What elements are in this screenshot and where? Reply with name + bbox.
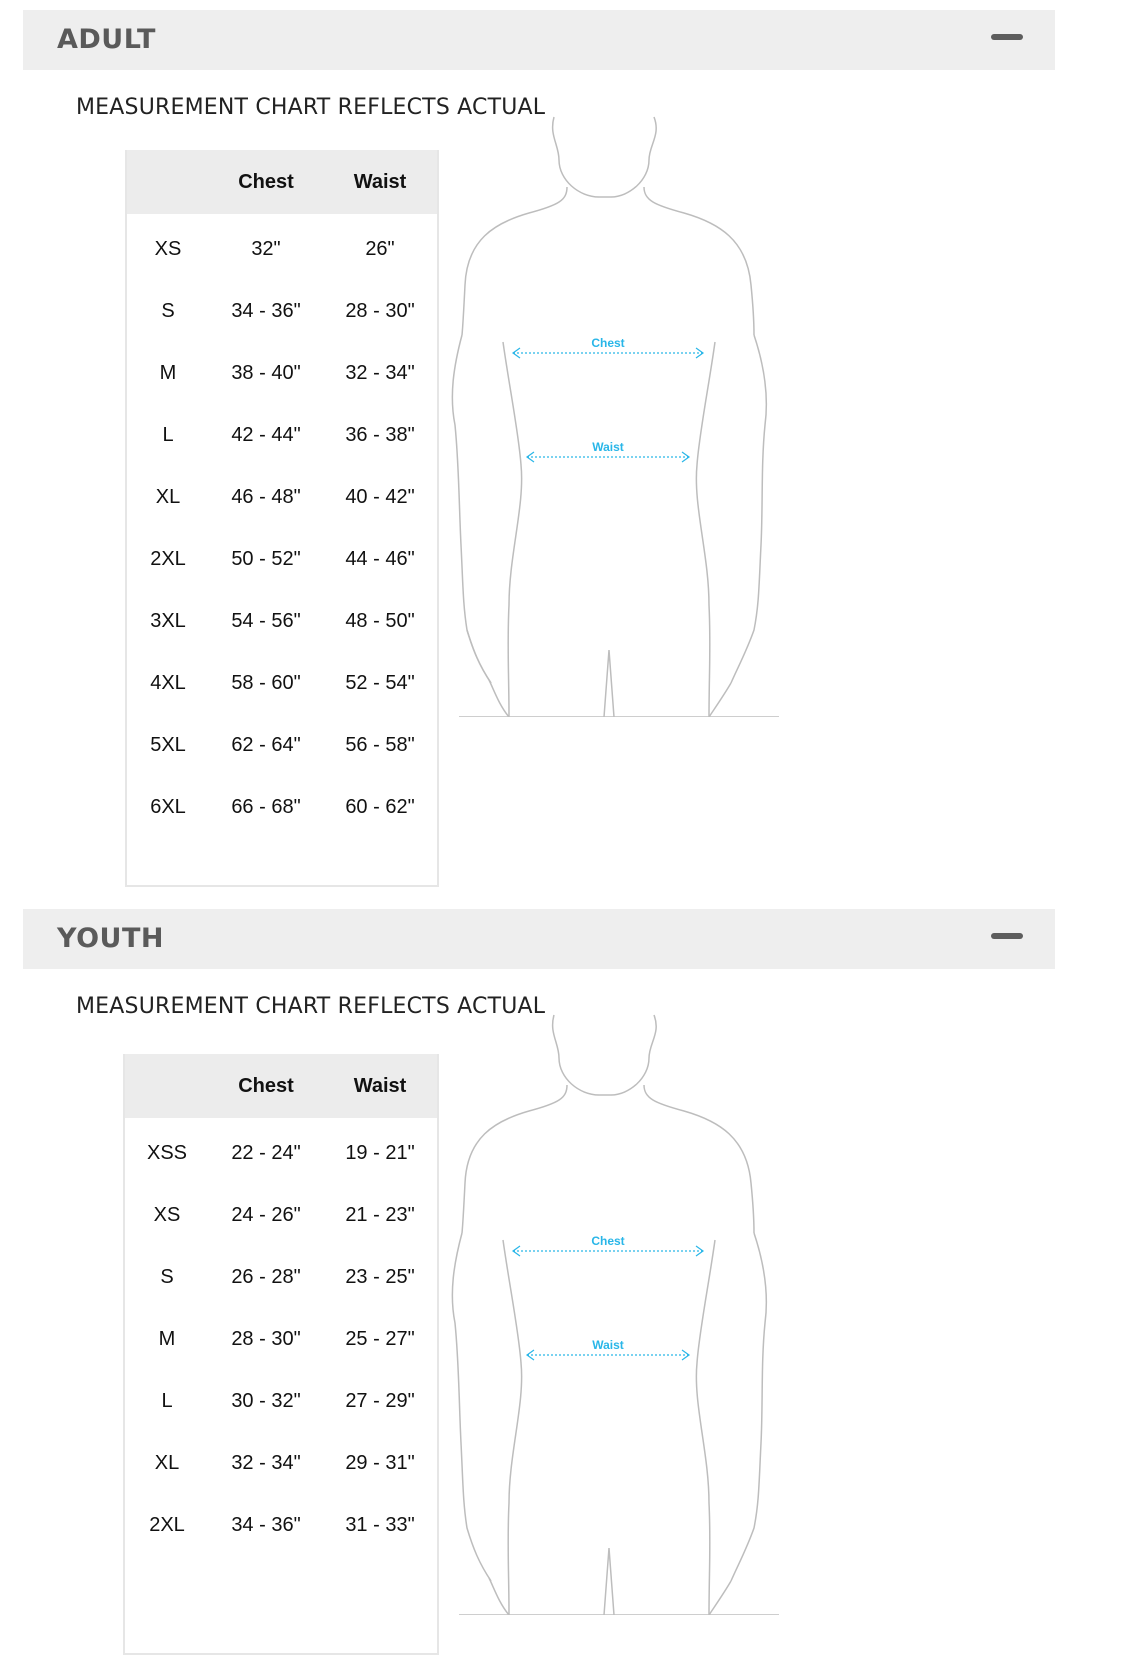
size-cell: S bbox=[161, 300, 175, 322]
chest-cell: 24 - 26" bbox=[231, 1204, 301, 1226]
waist-cell: 52 - 54" bbox=[345, 672, 415, 694]
size-cell: XS bbox=[154, 238, 182, 260]
size-cell: XSS bbox=[146, 1142, 188, 1164]
youth-collapse-button[interactable] bbox=[987, 921, 1027, 951]
chest-cell: 42 - 44" bbox=[231, 424, 301, 446]
table-row bbox=[127, 712, 437, 778]
waist-cell: 29 - 31" bbox=[345, 1452, 415, 1474]
waist-cell: 19 - 21" bbox=[345, 1142, 415, 1164]
chest-cell: 22 - 24" bbox=[231, 1142, 301, 1164]
waist-cell: 32 - 34" bbox=[345, 362, 415, 384]
table-row bbox=[125, 1120, 437, 1186]
chest-cell: 34 - 36" bbox=[231, 300, 301, 322]
waist-cell: 40 - 42" bbox=[345, 486, 415, 508]
size-cell: M bbox=[158, 1328, 176, 1350]
chest-cell: 32 - 34" bbox=[231, 1452, 301, 1474]
table-row bbox=[127, 216, 437, 282]
waist-cell: 31 - 33" bbox=[345, 1514, 415, 1536]
size-cell: XS bbox=[153, 1204, 181, 1226]
table-row bbox=[125, 1430, 437, 1496]
size-cell: 4XL bbox=[150, 672, 186, 694]
adult-waist-measure-label: Waist bbox=[592, 440, 624, 454]
table-row bbox=[127, 402, 437, 468]
size-cell: L bbox=[161, 1390, 173, 1412]
adult-size-table bbox=[125, 150, 439, 887]
size-cell: 2XL bbox=[150, 548, 186, 570]
header-chest: Chest bbox=[238, 1075, 294, 1097]
table-row bbox=[125, 1492, 437, 1558]
table-row bbox=[125, 1244, 437, 1310]
table-row bbox=[127, 774, 437, 840]
header-chest: Chest bbox=[238, 171, 294, 193]
youth-chest-measure-label: Chest bbox=[591, 1234, 625, 1248]
youth-section-header[interactable] bbox=[23, 909, 1055, 969]
chest-cell: 38 - 40" bbox=[231, 362, 301, 384]
minus-icon bbox=[991, 933, 1023, 939]
size-cell: 3XL bbox=[150, 610, 186, 632]
adult-chest-measure-label: Chest bbox=[591, 336, 625, 350]
table-row bbox=[125, 1306, 437, 1372]
table-row bbox=[127, 340, 437, 406]
adult-section-title: ADULT bbox=[57, 24, 156, 55]
youth-subtitle: MEASUREMENT CHART REFLECTS ACTUAL bbox=[76, 994, 546, 1019]
table-row bbox=[125, 1182, 437, 1248]
size-cell: XL bbox=[154, 1452, 180, 1474]
header-waist: Waist bbox=[353, 171, 407, 193]
adult-subtitle: MEASUREMENT CHART REFLECTS ACTUAL bbox=[76, 95, 546, 120]
chest-cell: 46 - 48" bbox=[231, 486, 301, 508]
size-cell: 2XL bbox=[149, 1514, 185, 1536]
size-cell: M bbox=[159, 362, 177, 384]
table-row bbox=[127, 588, 437, 654]
chest-cell: 66 - 68" bbox=[231, 796, 301, 818]
table-row bbox=[127, 526, 437, 592]
chest-cell: 26 - 28" bbox=[231, 1266, 301, 1288]
adult-section-header[interactable] bbox=[23, 10, 1055, 70]
minus-icon bbox=[991, 34, 1023, 40]
chest-cell: 58 - 60" bbox=[231, 672, 301, 694]
table-row bbox=[125, 1368, 437, 1434]
waist-cell: 27 - 29" bbox=[345, 1390, 415, 1412]
chest-cell: 62 - 64" bbox=[231, 734, 301, 756]
waist-cell: 60 - 62" bbox=[345, 796, 415, 818]
size-cell: XL bbox=[155, 486, 181, 508]
table-row bbox=[127, 464, 437, 530]
youth-body-figure bbox=[449, 1003, 789, 1615]
size-cell: L bbox=[162, 424, 174, 446]
chest-cell: 50 - 52" bbox=[231, 548, 301, 570]
chest-cell: 28 - 30" bbox=[231, 1328, 301, 1350]
waist-cell: 36 - 38" bbox=[345, 424, 415, 446]
chest-cell: 54 - 56" bbox=[231, 610, 301, 632]
waist-cell: 23 - 25" bbox=[345, 1266, 415, 1288]
waist-cell: 25 - 27" bbox=[345, 1328, 415, 1350]
waist-cell: 28 - 30" bbox=[345, 300, 415, 322]
adult-body-figure bbox=[449, 105, 789, 717]
waist-cell: 26" bbox=[365, 238, 395, 260]
chest-cell: 34 - 36" bbox=[231, 1514, 301, 1536]
youth-size-table bbox=[123, 1054, 439, 1655]
waist-cell: 21 - 23" bbox=[345, 1204, 415, 1226]
adult-table-header bbox=[127, 150, 437, 214]
table-row bbox=[127, 650, 437, 716]
waist-cell: 48 - 50" bbox=[345, 610, 415, 632]
waist-cell: 44 - 46" bbox=[345, 548, 415, 570]
chest-cell: 32" bbox=[251, 238, 281, 260]
youth-waist-measure-label: Waist bbox=[592, 1338, 624, 1352]
table-row bbox=[127, 278, 437, 344]
header-size bbox=[125, 1054, 209, 1118]
header-size bbox=[127, 150, 209, 214]
header-waist: Waist bbox=[353, 1075, 407, 1097]
size-cell: 5XL bbox=[150, 734, 186, 756]
adult-collapse-button[interactable] bbox=[987, 22, 1027, 52]
chest-cell: 30 - 32" bbox=[231, 1390, 301, 1412]
youth-table-header bbox=[125, 1054, 437, 1118]
waist-cell: 56 - 58" bbox=[345, 734, 415, 756]
size-cell: 6XL bbox=[150, 796, 186, 818]
size-cell: S bbox=[160, 1266, 174, 1288]
youth-section-title: YOUTH bbox=[57, 923, 164, 954]
